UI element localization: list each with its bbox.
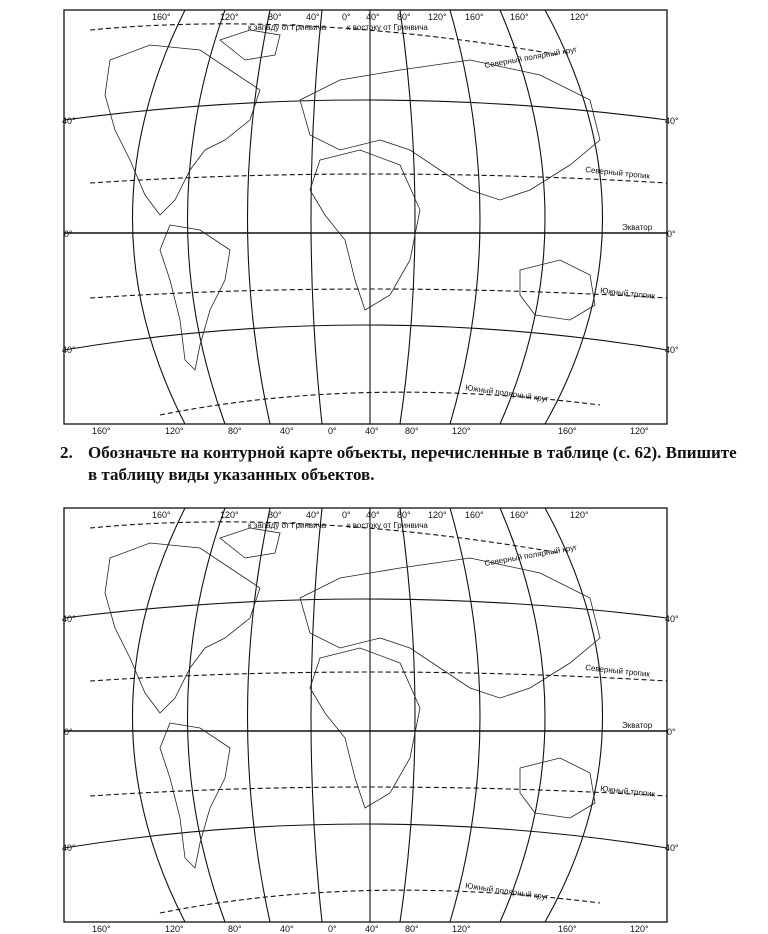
lat-left-40n: 40° — [62, 116, 76, 126]
meridian-e120 — [500, 508, 545, 922]
tick-top-7: 80° — [397, 12, 411, 22]
antarctic-circle-label: Южный полярный круг — [464, 383, 550, 404]
tick-top-1: 160° — [152, 12, 171, 22]
tick-top-3: 80° — [268, 510, 282, 520]
tropic-cancer-line — [90, 672, 667, 681]
tick-top-9: 160° — [465, 510, 484, 520]
west-of-greenwich-label: к западу от Гринвича — [248, 23, 327, 32]
lat-right-0: 0° — [667, 229, 676, 239]
tropic-capricorn-label: Южный тропик — [599, 784, 656, 799]
australia-contour — [520, 260, 595, 320]
task-text: Обозначьте на контурной карте объекты, перечисленные в таблице (с. 62). Впишите в таблицу виды указанных объектов. — [88, 443, 737, 484]
meridian-w120 — [188, 10, 226, 424]
arctic-circle-label: Северный полярный круг — [483, 542, 578, 568]
tick-bottom-4: 40° — [280, 924, 294, 934]
tick-top-5: 0° — [342, 12, 351, 22]
tick-top-6: 40° — [366, 510, 380, 520]
tick-bottom-8: 120° — [452, 924, 471, 934]
south-america-contour — [160, 723, 230, 868]
tick-bottom-1: 160° — [92, 426, 111, 436]
map-frame — [64, 10, 667, 424]
lat-right-40s: 40° — [665, 843, 679, 853]
tick-bottom-2: 120° — [165, 924, 184, 934]
meridian-w120 — [188, 508, 226, 922]
tick-top-8: 120° — [428, 12, 447, 22]
meridian-e80 — [450, 10, 480, 424]
meridian-e40 — [400, 10, 415, 424]
north-america-contour — [105, 543, 260, 713]
tick-bottom-9: 160° — [558, 426, 577, 436]
meridian-e160 — [545, 508, 603, 922]
equator-label: Экватор — [622, 223, 653, 232]
lat-left-40s: 40° — [62, 345, 76, 355]
lat-right-40s: 40° — [665, 345, 679, 355]
lat-right-40n: 40° — [665, 614, 679, 624]
meridian-w40 — [311, 508, 322, 922]
antarctic-circle-label: Южный полярный круг — [464, 881, 550, 902]
tick-bottom-9: 160° — [558, 924, 577, 934]
parallel-40n — [64, 100, 667, 120]
parallel-40n — [64, 599, 667, 618]
south-america-contour — [160, 225, 230, 370]
meridian-w160 — [133, 10, 186, 424]
meridian-w40 — [311, 10, 322, 424]
tick-top-11: 120° — [570, 510, 589, 520]
tick-bottom-10: 120° — [630, 924, 649, 934]
tick-top-10: 160° — [510, 510, 529, 520]
tropic-cancer-line — [90, 174, 667, 183]
tick-top-10: 160° — [510, 12, 529, 22]
tick-top-1: 160° — [152, 510, 171, 520]
tick-top-3: 80° — [268, 12, 282, 22]
contour-map-top — [0, 0, 768, 440]
tick-top-5: 0° — [342, 510, 351, 520]
tick-bottom-4: 40° — [280, 426, 294, 436]
equator-label: Экватор — [622, 721, 653, 730]
meridian-e40 — [400, 508, 415, 922]
tick-bottom-5: 0° — [328, 924, 337, 934]
east-of-greenwich-label: к востоку от Гринвича — [347, 521, 428, 530]
lat-right-40n: 40° — [665, 116, 679, 126]
greenland-contour — [220, 30, 280, 60]
lat-left-0: 0° — [64, 727, 73, 737]
lat-left-40s: 40° — [62, 843, 76, 853]
tick-bottom-3: 80° — [228, 924, 242, 934]
australia-contour — [520, 758, 595, 818]
west-of-greenwich-label: к западу от Гринвича — [248, 521, 327, 530]
lat-right-0: 0° — [667, 727, 676, 737]
parallel-40s — [64, 824, 667, 848]
greenland-contour — [220, 528, 280, 558]
tropic-cancer-label: Северный тропик — [584, 663, 651, 679]
meridian-e120 — [500, 10, 545, 424]
tick-bottom-8: 120° — [452, 426, 471, 436]
task-block — [60, 442, 750, 486]
tick-top-9: 160° — [465, 12, 484, 22]
north-america-contour — [105, 45, 260, 215]
tick-top-6: 40° — [366, 12, 380, 22]
tick-top-2: 120° — [220, 510, 239, 520]
meridian-w80 — [248, 508, 271, 922]
tick-bottom-7: 80° — [405, 924, 419, 934]
parallel-40s — [64, 325, 667, 350]
tick-bottom-5: 0° — [328, 426, 337, 436]
tropic-capricorn-line — [90, 787, 667, 796]
contour-map-bottom — [0, 500, 768, 934]
tropic-capricorn-label: Южный тропик — [599, 286, 656, 301]
meridian-e160 — [545, 10, 603, 424]
tropic-capricorn-line — [90, 289, 667, 298]
arctic-circle-label: Северный полярный круг — [483, 44, 578, 70]
map-top-svg — [0, 0, 768, 440]
tick-bottom-1: 160° — [92, 924, 111, 934]
meridian-e80 — [450, 508, 480, 922]
task-number: 2. — [60, 443, 73, 462]
tick-bottom-7: 80° — [405, 426, 419, 436]
tick-bottom-10: 120° — [630, 426, 649, 436]
tick-bottom-3: 80° — [228, 426, 242, 436]
map-bottom-svg — [0, 500, 768, 934]
tick-top-4: 40° — [306, 12, 320, 22]
tick-top-7: 80° — [397, 510, 411, 520]
tropic-cancer-label: Северный тропик — [584, 165, 651, 181]
tick-top-8: 120° — [428, 510, 447, 520]
map-frame — [64, 508, 667, 922]
tick-bottom-6: 40° — [365, 924, 379, 934]
east-of-greenwich-label: к востоку от Гринвича — [347, 23, 428, 32]
eurasia-contour — [300, 60, 600, 200]
tick-bottom-2: 120° — [165, 426, 184, 436]
tick-top-4: 40° — [306, 510, 320, 520]
lat-left-0: 0° — [64, 229, 73, 239]
meridian-w80 — [248, 10, 271, 424]
tick-top-2: 120° — [220, 12, 239, 22]
eurasia-contour — [300, 558, 600, 698]
lat-left-40n: 40° — [62, 614, 76, 624]
meridian-w160 — [133, 508, 186, 922]
tick-bottom-6: 40° — [365, 426, 379, 436]
tick-top-11: 120° — [570, 12, 589, 22]
